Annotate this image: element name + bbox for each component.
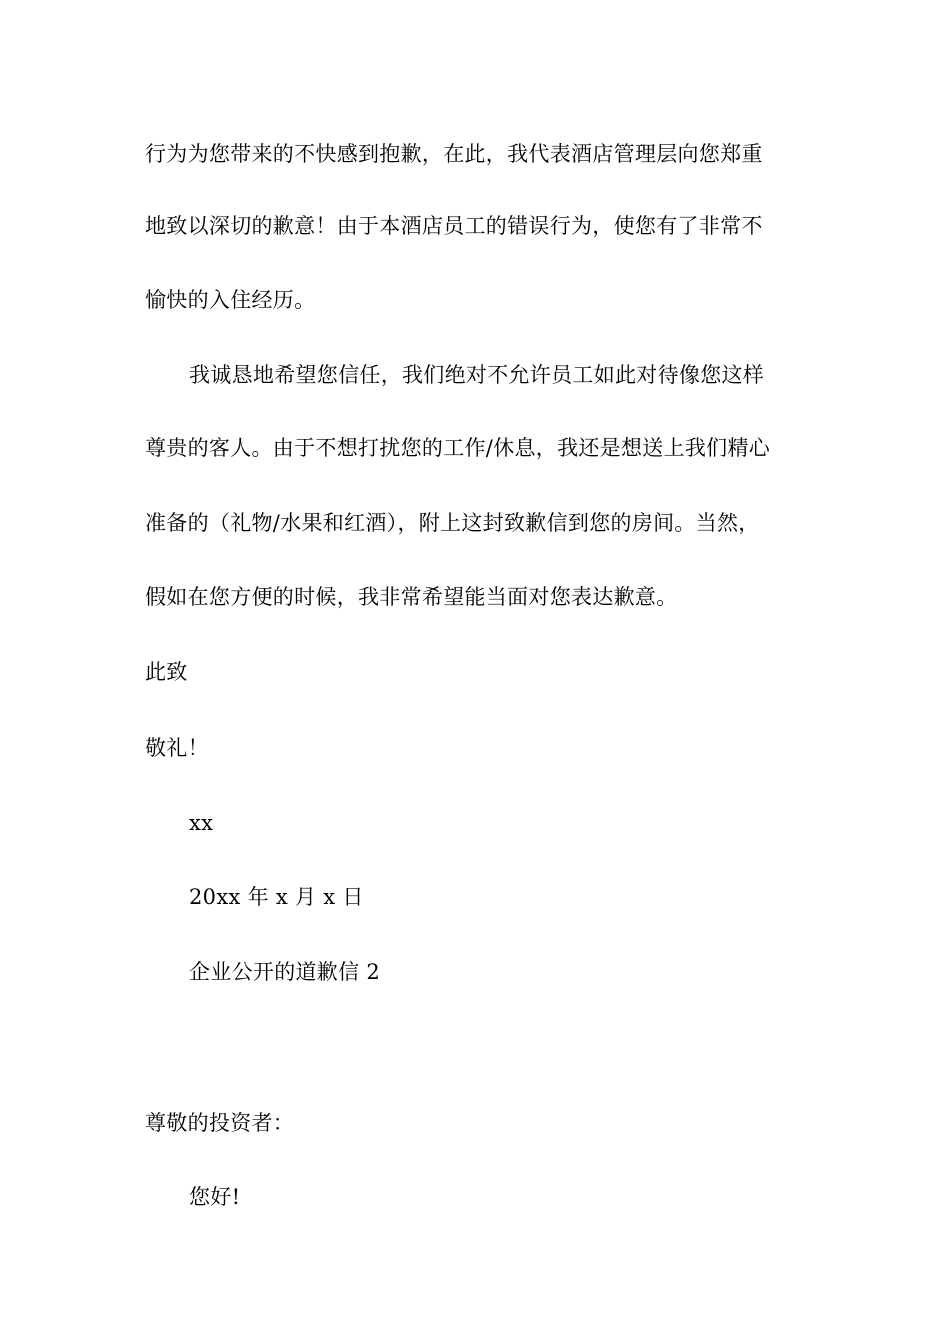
paragraph1-line2: 地致以深切的歉意！由于本酒店员工的错误行为，使您有了非常不 (145, 214, 763, 238)
signature-text: xx (189, 811, 214, 835)
paragraph2-line2: 尊贵的客人。由于不想打扰您的工作/休息，我还是想送上我们精心 (145, 436, 771, 460)
next-letter-title: 企业公开的道歉信 2 (189, 960, 381, 984)
greeting-text: 尊敬的投资者： (145, 1111, 295, 1135)
date-text: 20xx 年 x 月 x 日 (189, 885, 364, 909)
salutation-text: 敬礼！ (145, 736, 209, 760)
paragraph2-line1: 我诚恳地希望您信任，我们绝对不允许员工如此对待像您这样 (189, 363, 765, 387)
paragraph1-line3: 愉快的入住经历。 (145, 288, 316, 312)
paragraph2-line3: 准备的（礼物/水果和红酒），附上这封致歉信到您的房间。当然， (145, 511, 760, 535)
hello-text: 您好! (189, 1185, 241, 1209)
paragraph2-line4: 假如在您方便的时候，我非常希望能当面对您表达歉意。 (145, 585, 678, 609)
paragraph1-line1: 行为为您带来的不快感到抱歉，在此，我代表酒店管理层向您郑重 (145, 142, 763, 166)
closing-text: 此致 (145, 660, 188, 684)
